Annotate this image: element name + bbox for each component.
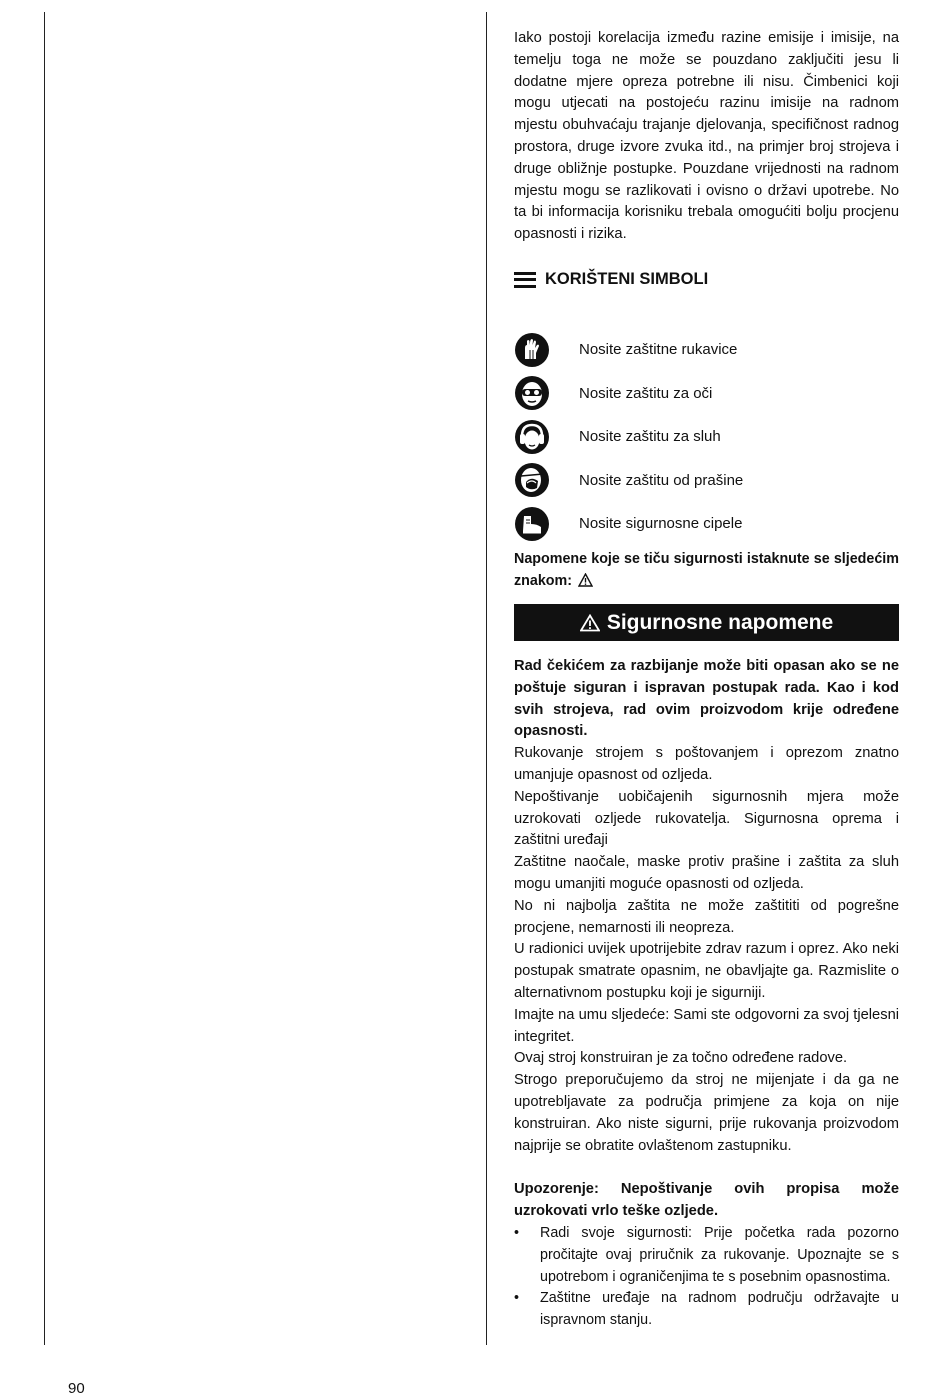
- goggles-icon: [514, 375, 550, 411]
- warning-triangle-icon: [578, 573, 593, 587]
- dust-mask-icon: [514, 462, 550, 498]
- warning-bullet-list: [514, 1223, 899, 1332]
- gloves-icon: [514, 332, 550, 368]
- symbol-row: [514, 332, 899, 368]
- symbols-heading: [514, 268, 899, 292]
- symbol-row: [514, 375, 899, 411]
- safety-note-intro: [514, 549, 899, 593]
- symbols-heading-text: KORIŠTENI SIMBOLI: [545, 270, 709, 289]
- body-paragraph: Strogo preporučujemo da stroj ne mijenjate i da ga ne upotrebljavate za područja primjene za koja on nije konstruiran. Ako niste sigurni, prije rukovanja proizvodom najprije se obratite ovlaštenom zastupniku.: [514, 1072, 899, 1154]
- symbol-label: Nosite sigurnosne cipele: [579, 515, 743, 533]
- symbol-row: [514, 506, 899, 542]
- symbol-label: Nosite zaštitu za sluh: [579, 428, 721, 446]
- body-paragraph: No ni najbolja zaštita ne može zaštititi od pogrešne procjene, nemarnosti ili neopreza.: [514, 897, 899, 936]
- ear-protection-icon: [514, 419, 550, 455]
- left-margin-rule: [44, 12, 45, 1345]
- symbol-row: [514, 419, 899, 455]
- column-divider-rule: [486, 12, 487, 1345]
- text-column: [514, 28, 899, 1332]
- symbol-row: [514, 462, 899, 498]
- list-item: • Radi svoje sigurnosti: Prije početka rada pozorno pročitajte ovaj priručnik za rukovanje. Upoznajte se s upotrebom i ograničenjima te s posebnim opasnostima.: [514, 1223, 899, 1288]
- warning-heading: Upozorenje: Nepoštivanje ovih propisa može uzrokovati vrlo teške ozljede.: [514, 1181, 899, 1220]
- symbol-label: Nosite zaštitu za oči: [579, 384, 713, 402]
- body-paragraph: Ovaj stroj konstruiran je za točno određene radove.: [514, 1050, 848, 1067]
- body-paragraph: Rukovanje strojem s poštovanjem i oprezom znatno umanjuje opasnost od ozljeda.: [514, 745, 899, 784]
- safety-notes-banner: [514, 604, 899, 641]
- page-number: 90: [68, 1380, 85, 1397]
- body-paragraph: Imajte na umu sljedeće: Sami ste odgovorni za svoj tjelesni integritet.: [514, 1006, 899, 1045]
- list-item: • Zaštitne uređaje na radnom području održavajte u ispravnom stanju.: [514, 1288, 899, 1332]
- body-paragraph: U radionici uvijek upotrijebite zdrav razum i oprez. Ako neki postupak smatrate opasnim, ne obavljajte ga. Razmislite o alternativnom postupku koji je sigurniji.: [514, 941, 899, 1002]
- symbol-label: Nosite zaštitne rukavice: [579, 341, 738, 359]
- symbols-list: [514, 332, 899, 542]
- intro-paragraph: Iako postoji korelacija između razine emisije i imisije, na temelju toga ne može se pouzdano zaključiti jesu li dodatne mjere opreza potrebne ili nisu. Čimbenici koji mogu utjecati na postojeću razinu imisije na radnom mjestu obuhvaćaju trajanje djelovanja, specifičnost radnog prostora, druge izvore zvuka itd., na primjer broj strojeva i druge obližnje postupke. Pouzdane vrijednosti na radnom mjestu mogu se razlikovati i ovisno o državi upotrebe. No ta bi informacija korisniku trebala omogućiti bolju procjenu opasnosti i rizika.: [514, 30, 899, 243]
- menu-lines-icon: [514, 272, 536, 288]
- banner-title: Sigurnosne napomene: [606, 610, 834, 634]
- body-paragraph: Nepoštivanje uobičajenih sigurnosnih mjera može uzrokovati ozljede rukovatelja. Sigurnosna oprema i zaštitni uređaji: [514, 788, 899, 849]
- safety-shoe-icon: [514, 506, 550, 542]
- warning-triangle-icon: [580, 614, 600, 632]
- safety-note-intro-text: Napomene koje se tiču sigurnosti istaknute se sljedećim znakom:: [514, 551, 899, 590]
- bold-intro-paragraph: Rad čekićem za razbijanje može biti opasan ako se ne poštuje siguran i ispravan postupak rada. Kao i kod svih strojeva, rad ovim proizvodom krije određene opasnosti.: [514, 658, 899, 740]
- symbol-label: Nosite zaštitu od prašine: [579, 471, 744, 489]
- body-paragraph: Zaštitne naočale, maske protiv prašine i zaštita za sluh mogu umanjiti moguće opasnosti od ozljeda.: [514, 854, 899, 893]
